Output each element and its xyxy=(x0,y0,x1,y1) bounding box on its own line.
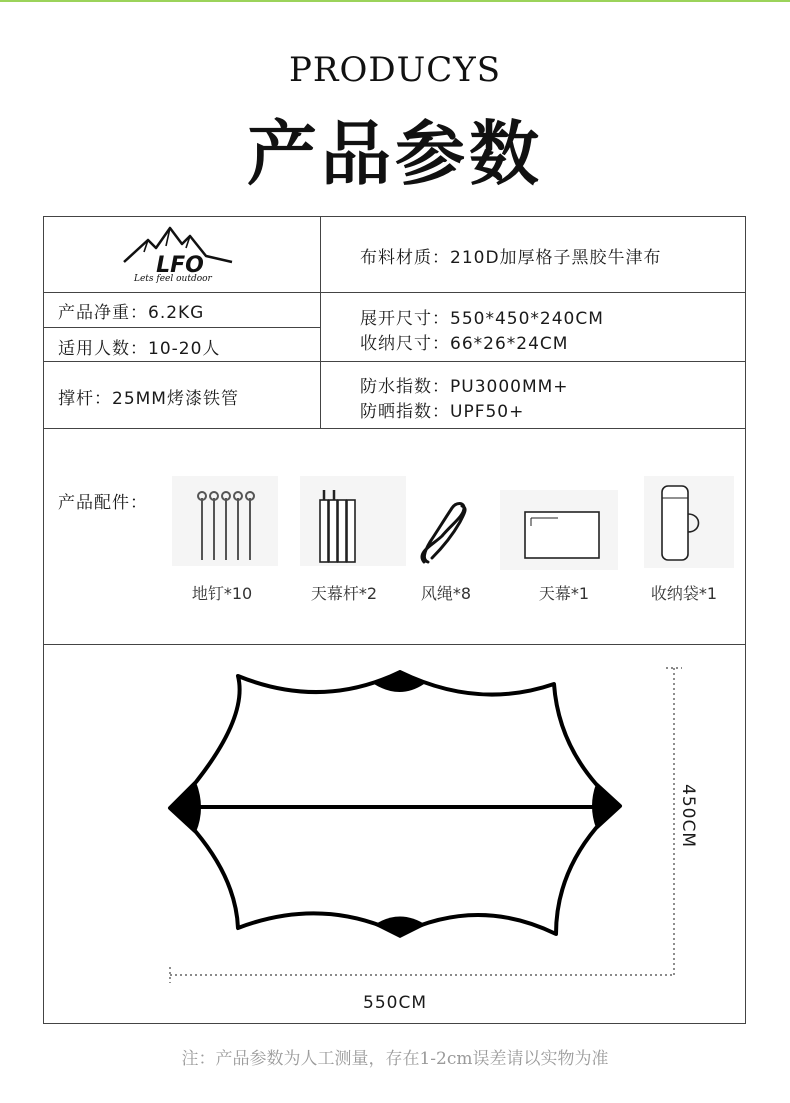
accessory-label-poles: 天幕杆*2 xyxy=(310,584,378,603)
row-divider xyxy=(43,292,746,293)
spec-pole: 撑杆：25MM烤漆铁管 xyxy=(58,389,239,409)
spec-waterproof: 防水指数：PU3000MM+ xyxy=(360,377,569,397)
stakes-icon xyxy=(172,476,278,566)
row-divider xyxy=(43,644,746,645)
column-divider xyxy=(320,216,321,428)
spec-capacity: 适用人数：10-20人 xyxy=(58,339,221,359)
spec-unfolded-size: 展开尺寸：550*450*240CM xyxy=(360,309,604,329)
accessories-label: 产品配件： xyxy=(58,493,148,513)
spec-sun-protection: 防晒指数：UPF50+ xyxy=(360,402,525,422)
measurement-note: 注：产品参数为人工测量，存在1-2cm误差请以实物为准 xyxy=(181,1049,609,1069)
accessory-label-storage-bag: 收纳袋*1 xyxy=(650,584,718,603)
row-divider xyxy=(43,327,321,328)
accessory-label-tarp: 天幕*1 xyxy=(538,584,590,603)
svg-text:LFO: LFO xyxy=(156,253,204,278)
row-divider xyxy=(43,428,746,429)
spec-packed-size: 收纳尺寸：66*26*24CM xyxy=(360,334,569,354)
row-divider xyxy=(43,361,746,362)
brand-logo xyxy=(120,222,240,288)
poles-icon xyxy=(300,476,406,566)
height-dimension-label: 450CM xyxy=(678,784,698,848)
spec-fabric: 布料材质：210D加厚格子黑胶牛津布 xyxy=(360,248,662,268)
logo-tagline: Lets feel outdoor xyxy=(134,274,212,284)
rope-icon xyxy=(412,496,478,570)
top-accent-line xyxy=(0,0,790,2)
accessory-label-rope: 风绳*8 xyxy=(420,584,472,603)
storage-bag-icon xyxy=(644,476,734,568)
accessory-label-stakes: 地钉*10 xyxy=(191,584,253,603)
page-title-en: PRODUCYS xyxy=(288,50,502,90)
page-title-cn: 产品参数 xyxy=(247,113,543,195)
tarp-icon xyxy=(500,490,618,570)
spec-weight: 产品净重：6.2KG xyxy=(58,303,205,323)
width-dimension-label: 550CM xyxy=(363,993,427,1013)
